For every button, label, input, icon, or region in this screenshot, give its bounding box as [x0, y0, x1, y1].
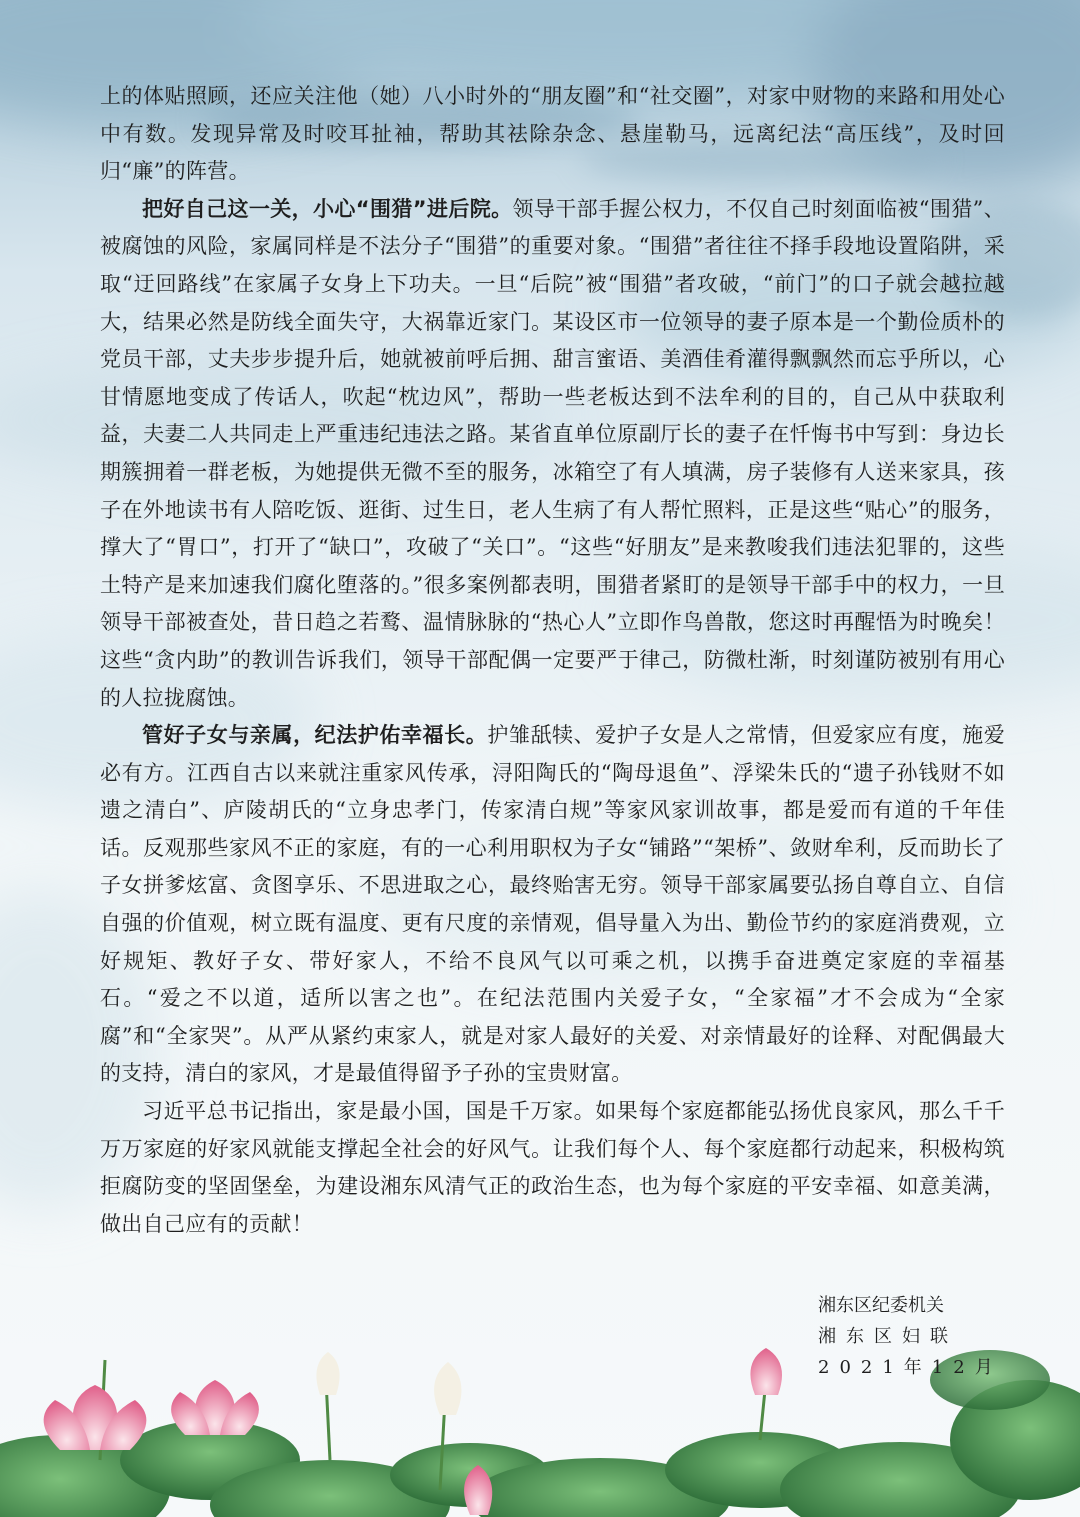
signature-org-discipline: 湘东区纪委机关 [818, 1295, 944, 1316]
section-body-guard-self: 领导干部手握公权力，不仅自己时刻面临被“围猎”、被腐蚀的风险，家属同样是不法分子“围猎”的重要对象。“围猎”者往往不择手段地设置陷阱，采取“迂回路线”在家属子女身上下功夫。一旦“后院”被“围猎”者攻破，“前门”的口子就会越拉越大，结果必然是防线全面失守，大祸靠近家门。某设区市一位领导的妻子原本是一个勤俭质朴的党员干部，丈夫步步提升后，她就被前呼后拥、甜言蜜语、美酒佳肴灌得飘飘然而忘乎所以，心甘情愿地变成了传话人，吹起“枕边风”，帮助一些老板达到不法牟利的目的，自己从中获取利益，夫妻二人共同走上严重违纪违法之路。某省直单位原副厅长的妻子在忏悔书中写到：身边长期簇拥着一群老板，为她提供无微不至的服务，冰箱空了有人填满，房子装修有人送来家具，孩子在外地读书有人陪吃饭、逛街、过生日，老人生病了有人帮忙照料，正是这些“贴心”的服务，撑大了“胃口”，打开了“缺口”，攻破了“关口”。“这些“好朋友”是来教唆我们违法犯罪的，这些土特产是来加速我们腐化堕落的。”很多案例都表明，围猎者紧盯的是领导干部手中的权力，一旦领导干部被查处，昔日趋之若鹜、温情脉脉的“热心人”立即作鸟兽散，您这时再醒悟为时晚矣！这些“贪内助”的教训告诉我们，领导干部配偶一定要严于律己，防微杜渐，时刻谨防被别有用心的人拉拢腐蚀。 [100, 196, 1005, 710]
article-body [100, 78, 1005, 1243]
signature-org-women-federation: 湘东区妇联 [818, 1326, 958, 1347]
section-heading-children: 管好子女与亲属，纪法护佑幸福长。 [142, 723, 488, 748]
signature-block [818, 1290, 1003, 1383]
section-body-children: 护雏舐犊、爱护子女是人之常情，但爱家应有度，施爱必有方。江西自古以来就注重家风传承，浔阳陶氏的“陶母退鱼”、浮梁朱氏的“遗子孙钱财不如遗之清白”、庐陵胡氏的“立身忠孝门，传家清白规”等家风家训故事，都是爱而有道的千年佳话。反观那些家风不正的家庭，有的一心利用职权为子女“铺路”“架桥”、敛财牟利，反而助长了子女拼爹炫富、贪图享乐、不思进取之心，最终贻害无穷。领导干部家属要弘扬自尊自立、自信自强的价值观，树立既有温度、更有尺度的亲情观，倡导量入为出、勤俭节约的家庭消费观，立好规矩、教好子女、带好家人，不给不良风气以可乘之机，以携手奋进奠定家庭的幸福基石。“爱之不以道，适所以害之也”。在纪法范围内关爱子女，“全家福”才不会成为“全家腐”和“全家哭”。从严从紧约束家人，就是对家人最好的关爱、对亲情最好的诠释、对配偶最大的支持，清白的家风，才是最值得留予子孙的宝贵财富。 [100, 723, 1005, 1086]
section-heading-guard-self: 把好自己这一关，小心“围猎”进后院。 [142, 196, 513, 221]
paragraph-section-children [100, 717, 1005, 1093]
signature-date: 2021年12月 [818, 1357, 1003, 1378]
paragraph-continuation: 上的体贴照顾，还应关注他（她）八小时外的“朋友圈”和“社交圈”，对家中财物的来路和用处心中有数。发现异常及时咬耳扯袖，帮助其祛除杂念、悬崖勒马，远离纪法“高压线”，及时回归“廉”的阵营。 [100, 84, 1005, 184]
paragraph-closing: 习近平总书记指出，家是最小国，国是千万家。如果每个家庭都能弘扬优良家风，那么千千万万家庭的好家风就能支撑起全社会的好风气。让我们每个人、每个家庭都行动起来，积极构筑拒腐防变的坚固堡垒，为建设湘东风清气正的政治生态，也为每个家庭的平安幸福、如意美满，做出自己应有的贡献！ [100, 1099, 1005, 1236]
paragraph-section-guard-self [100, 191, 1005, 717]
